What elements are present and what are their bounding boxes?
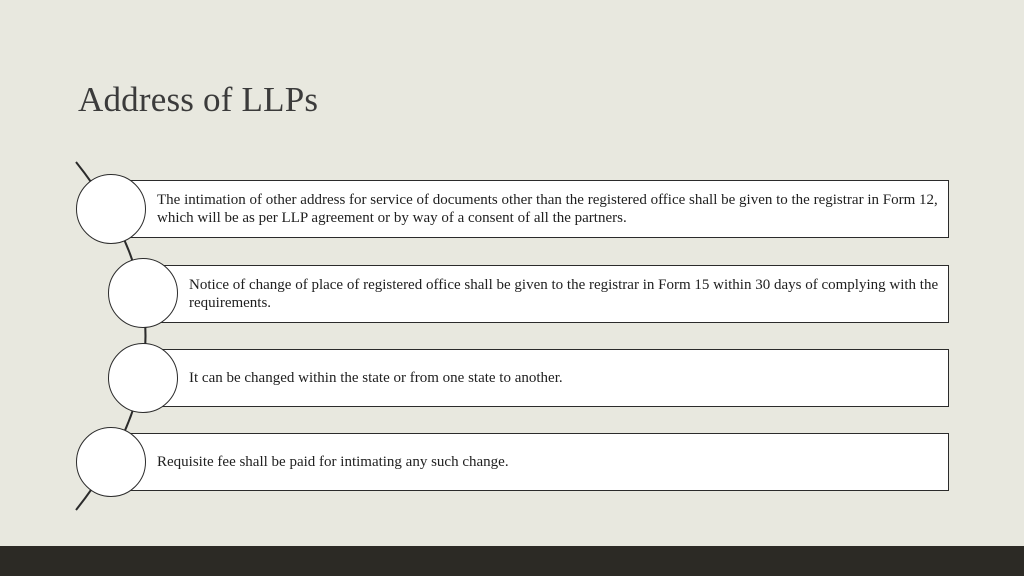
list-item-box	[113, 180, 949, 238]
list-item-bullet-circle	[108, 258, 178, 328]
list-item-bullet-circle	[76, 427, 146, 497]
list-item-box	[113, 433, 949, 491]
footer-bar	[0, 546, 1024, 576]
list-item-bullet-circle	[108, 343, 178, 413]
list-item-bullet-circle	[76, 174, 146, 244]
list-item-text: Notice of change of place of registered office shall be given to the registrar in Form 15 within 30 days of complying with the requirements.	[189, 277, 939, 311]
list-item-box	[145, 265, 949, 323]
list-item-text: Requisite fee shall be paid for intimating any such change.	[157, 454, 509, 470]
list-item-text: It can be changed within the state or from one state to another.	[189, 370, 563, 386]
list-item-box	[145, 349, 949, 407]
list-item-text: The intimation of other address for service of documents other than the registered office shall be given to the registrar in Form 12, which will be as per LLP agreement or by way of a consent of all the partners.	[157, 192, 938, 226]
slide-title: Address of LLPs	[78, 80, 319, 119]
